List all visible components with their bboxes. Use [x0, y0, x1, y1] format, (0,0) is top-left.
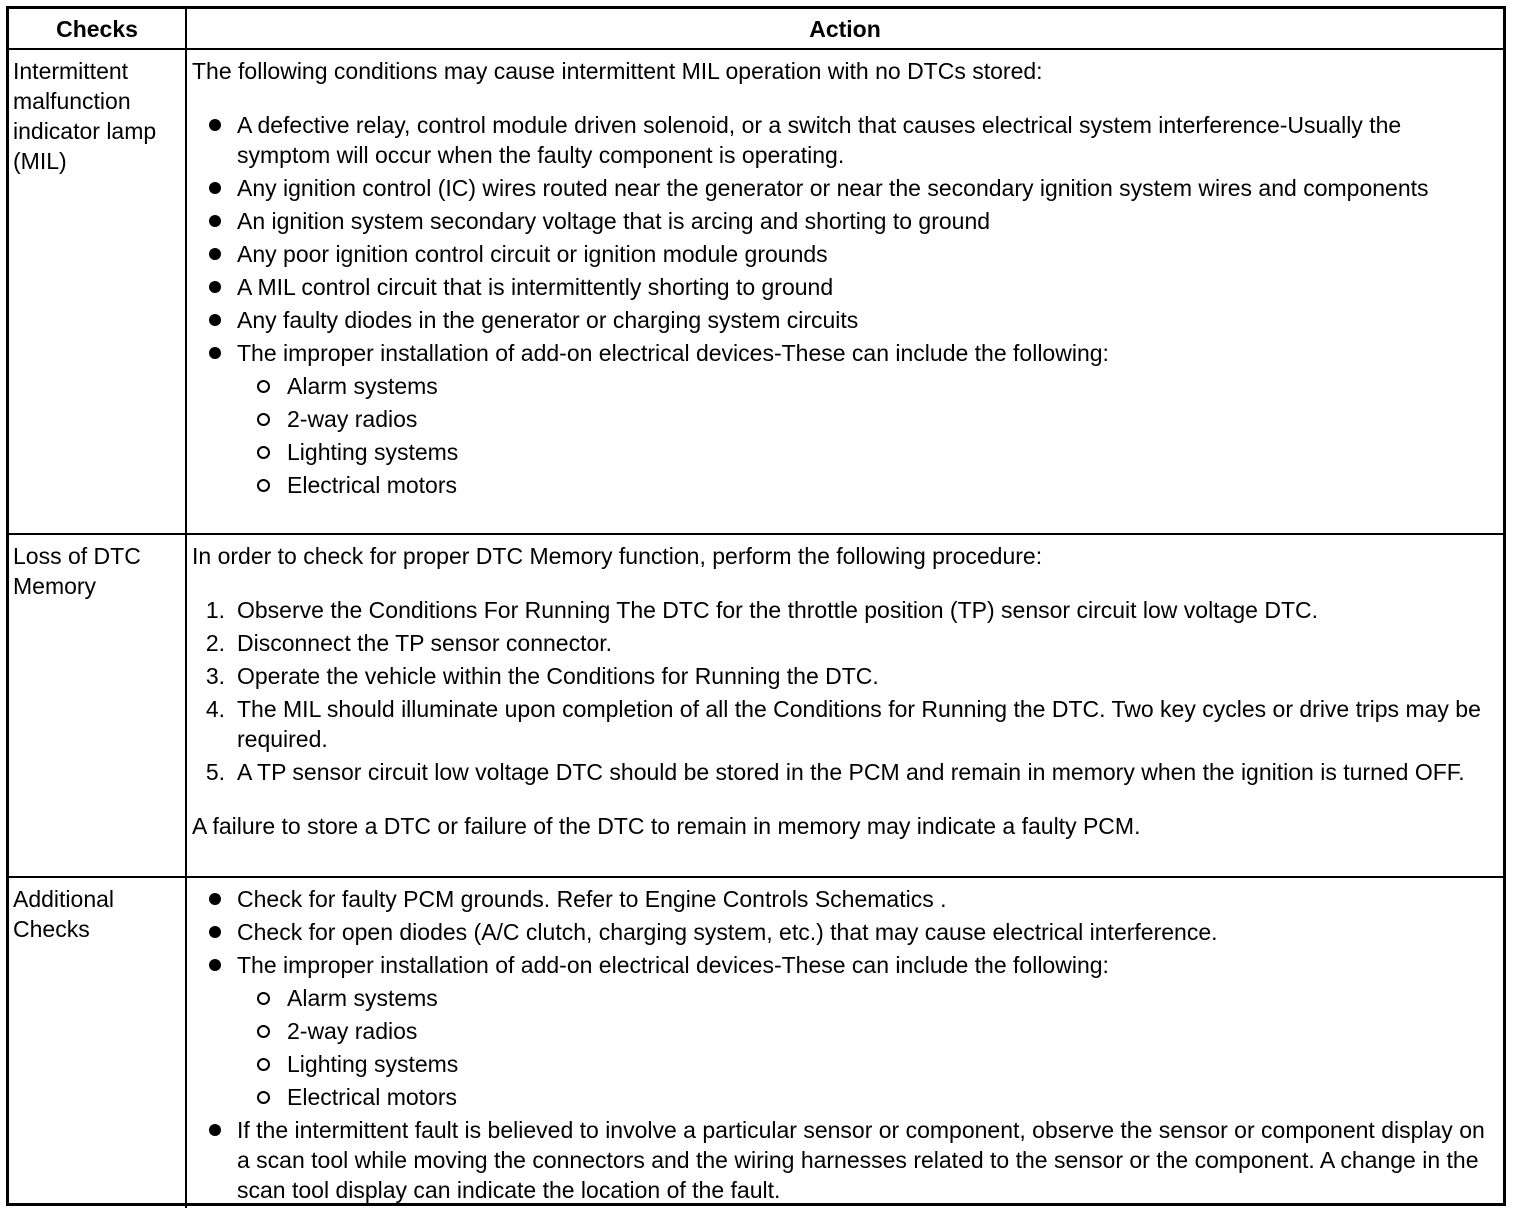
list-item-text: Any faulty diodes in the generator or charging system circuits [237, 307, 859, 333]
bullet-icon [209, 893, 221, 905]
sub-list-item [237, 404, 1499, 434]
sub-list-item-text: 2-way radios [287, 1018, 418, 1044]
list-item-text: Check for faulty PCM grounds. Refer to Engine Controls Schematics . [237, 886, 947, 912]
list-item-text: Check for open diodes (A/C clutch, charging system, etc.) that may cause electrical interference. [237, 919, 1218, 945]
check-cell-intermittent-mil: Intermittent malfunction indicator lamp (MIL) [9, 49, 186, 534]
list-item [192, 628, 1499, 658]
step-number: 5. [205, 759, 225, 785]
column-header-action: Action [186, 9, 1503, 49]
column-header-checks: Checks [9, 9, 186, 49]
list-item-text: Any poor ignition control circuit or ignition module grounds [237, 241, 828, 267]
step-number: 3. [205, 663, 225, 689]
list-item [192, 272, 1499, 302]
hollow-bullet-icon [257, 1025, 270, 1038]
hollow-bullet-icon [257, 413, 270, 426]
step-number: 2. [205, 630, 225, 656]
list-item-text: Any ignition control (IC) wires routed near the generator or near the secondary ignition system wires and components [237, 175, 1429, 201]
step-number: 1. [205, 597, 225, 623]
list-item-text: A defective relay, control module driven solenoid, or a switch that causes electrical system interference-Usually the symptom will occur when the faulty component is operating. [237, 112, 1402, 168]
bullet-list [192, 884, 1499, 1205]
action-cell [186, 49, 1503, 534]
list-item [192, 950, 1499, 1112]
table-row [9, 877, 1503, 1208]
list-item-text: A TP sensor circuit low voltage DTC should be stored in the PCM and remain in memory when the ignition is turned OFF. [237, 759, 1465, 785]
list-item [192, 1115, 1499, 1205]
hollow-bullet-icon [257, 1058, 270, 1071]
bullet-icon [209, 959, 221, 971]
hollow-bullet-icon [257, 446, 270, 459]
numbered-list [192, 595, 1499, 787]
sub-list-item-text: Alarm systems [287, 985, 438, 1011]
list-item-text: Observe the Conditions For Running The DTC for the throttle position (TP) sensor circuit low voltage DTC. [237, 597, 1319, 623]
hollow-bullet-icon [257, 992, 270, 1005]
sub-list-item [237, 1082, 1499, 1112]
sub-list-item-text: Lighting systems [287, 439, 459, 465]
list-item-text: The improper installation of add-on electrical devices-These can include the following: [237, 952, 1109, 978]
list-item [192, 239, 1499, 269]
sub-list-item-text: 2-way radios [287, 406, 418, 432]
table-header-row [9, 9, 1503, 49]
action-intro: The following conditions may cause intermittent MIL operation with no DTCs stored: [192, 58, 1043, 84]
sub-list-item-text: Alarm systems [287, 373, 438, 399]
list-item-text: If the intermittent fault is believed to involve a particular sensor or component, observe the sensor or component display on a scan tool while moving the connectors and the wiring harnesses related to the sensor or the component. A change in the scan tool display can indicate the location of the fault. [237, 1117, 1485, 1203]
sub-list-item [237, 983, 1499, 1013]
sub-list-item-text: Lighting systems [287, 1051, 459, 1077]
sub-list-item [237, 1049, 1499, 1079]
hollow-bullet-icon [257, 479, 270, 492]
action-intro: In order to check for proper DTC Memory function, perform the following procedure: [192, 543, 1043, 569]
list-item-text: Operate the vehicle within the Conditions for Running the DTC. [237, 663, 879, 689]
action-cell [186, 534, 1503, 877]
bullet-icon [209, 119, 221, 131]
sub-list-item [237, 437, 1499, 467]
list-item [192, 595, 1499, 625]
check-cell-loss-of-dtc-memory: Loss of DTC Memory [9, 534, 186, 877]
list-item [192, 917, 1499, 947]
action-cell [186, 877, 1503, 1208]
list-item-text: A MIL control circuit that is intermittently shorting to ground [237, 274, 834, 300]
sub-list-item [237, 371, 1499, 401]
list-item-text: An ignition system secondary voltage that is arcing and shorting to ground [237, 208, 991, 234]
diagnostic-table-frame [6, 6, 1506, 1206]
list-item [192, 173, 1499, 203]
list-item [192, 110, 1499, 170]
list-item [192, 338, 1499, 500]
bullet-list [192, 110, 1499, 500]
bullet-icon [209, 1124, 221, 1136]
list-item [192, 884, 1499, 914]
diagnostic-checks-table [9, 9, 1503, 1208]
list-item [192, 694, 1499, 754]
bullet-icon [209, 248, 221, 260]
sub-list-item-text: Electrical motors [287, 472, 457, 498]
bullet-icon [209, 926, 221, 938]
hollow-bullet-icon [257, 380, 270, 393]
list-item [192, 757, 1499, 787]
bullet-icon [209, 347, 221, 359]
bullet-icon [209, 281, 221, 293]
list-item [192, 206, 1499, 236]
sub-list-item [237, 1016, 1499, 1046]
list-item-text: Disconnect the TP sensor connector. [237, 630, 613, 656]
step-number: 4. [205, 696, 225, 722]
bullet-icon [209, 314, 221, 326]
list-item [192, 305, 1499, 335]
action-outro: A failure to store a DTC or failure of the DTC to remain in memory may indicate a faulty PCM. [192, 813, 1141, 839]
bullet-icon [209, 215, 221, 227]
check-cell-additional-checks: Additional Checks [9, 877, 186, 1208]
list-item [192, 661, 1499, 691]
sub-list [237, 983, 1499, 1112]
hollow-bullet-icon [257, 1091, 270, 1104]
list-item-text: The MIL should illuminate upon completion of all the Conditions for Running the DTC. Two key cycles or drive trips may be required. [237, 696, 1481, 752]
bullet-icon [209, 182, 221, 194]
table-row [9, 49, 1503, 534]
table-row [9, 534, 1503, 877]
sub-list-item [237, 470, 1499, 500]
sub-list [237, 371, 1499, 500]
list-item-text: The improper installation of add-on electrical devices-These can include the following: [237, 340, 1109, 366]
sub-list-item-text: Electrical motors [287, 1084, 457, 1110]
